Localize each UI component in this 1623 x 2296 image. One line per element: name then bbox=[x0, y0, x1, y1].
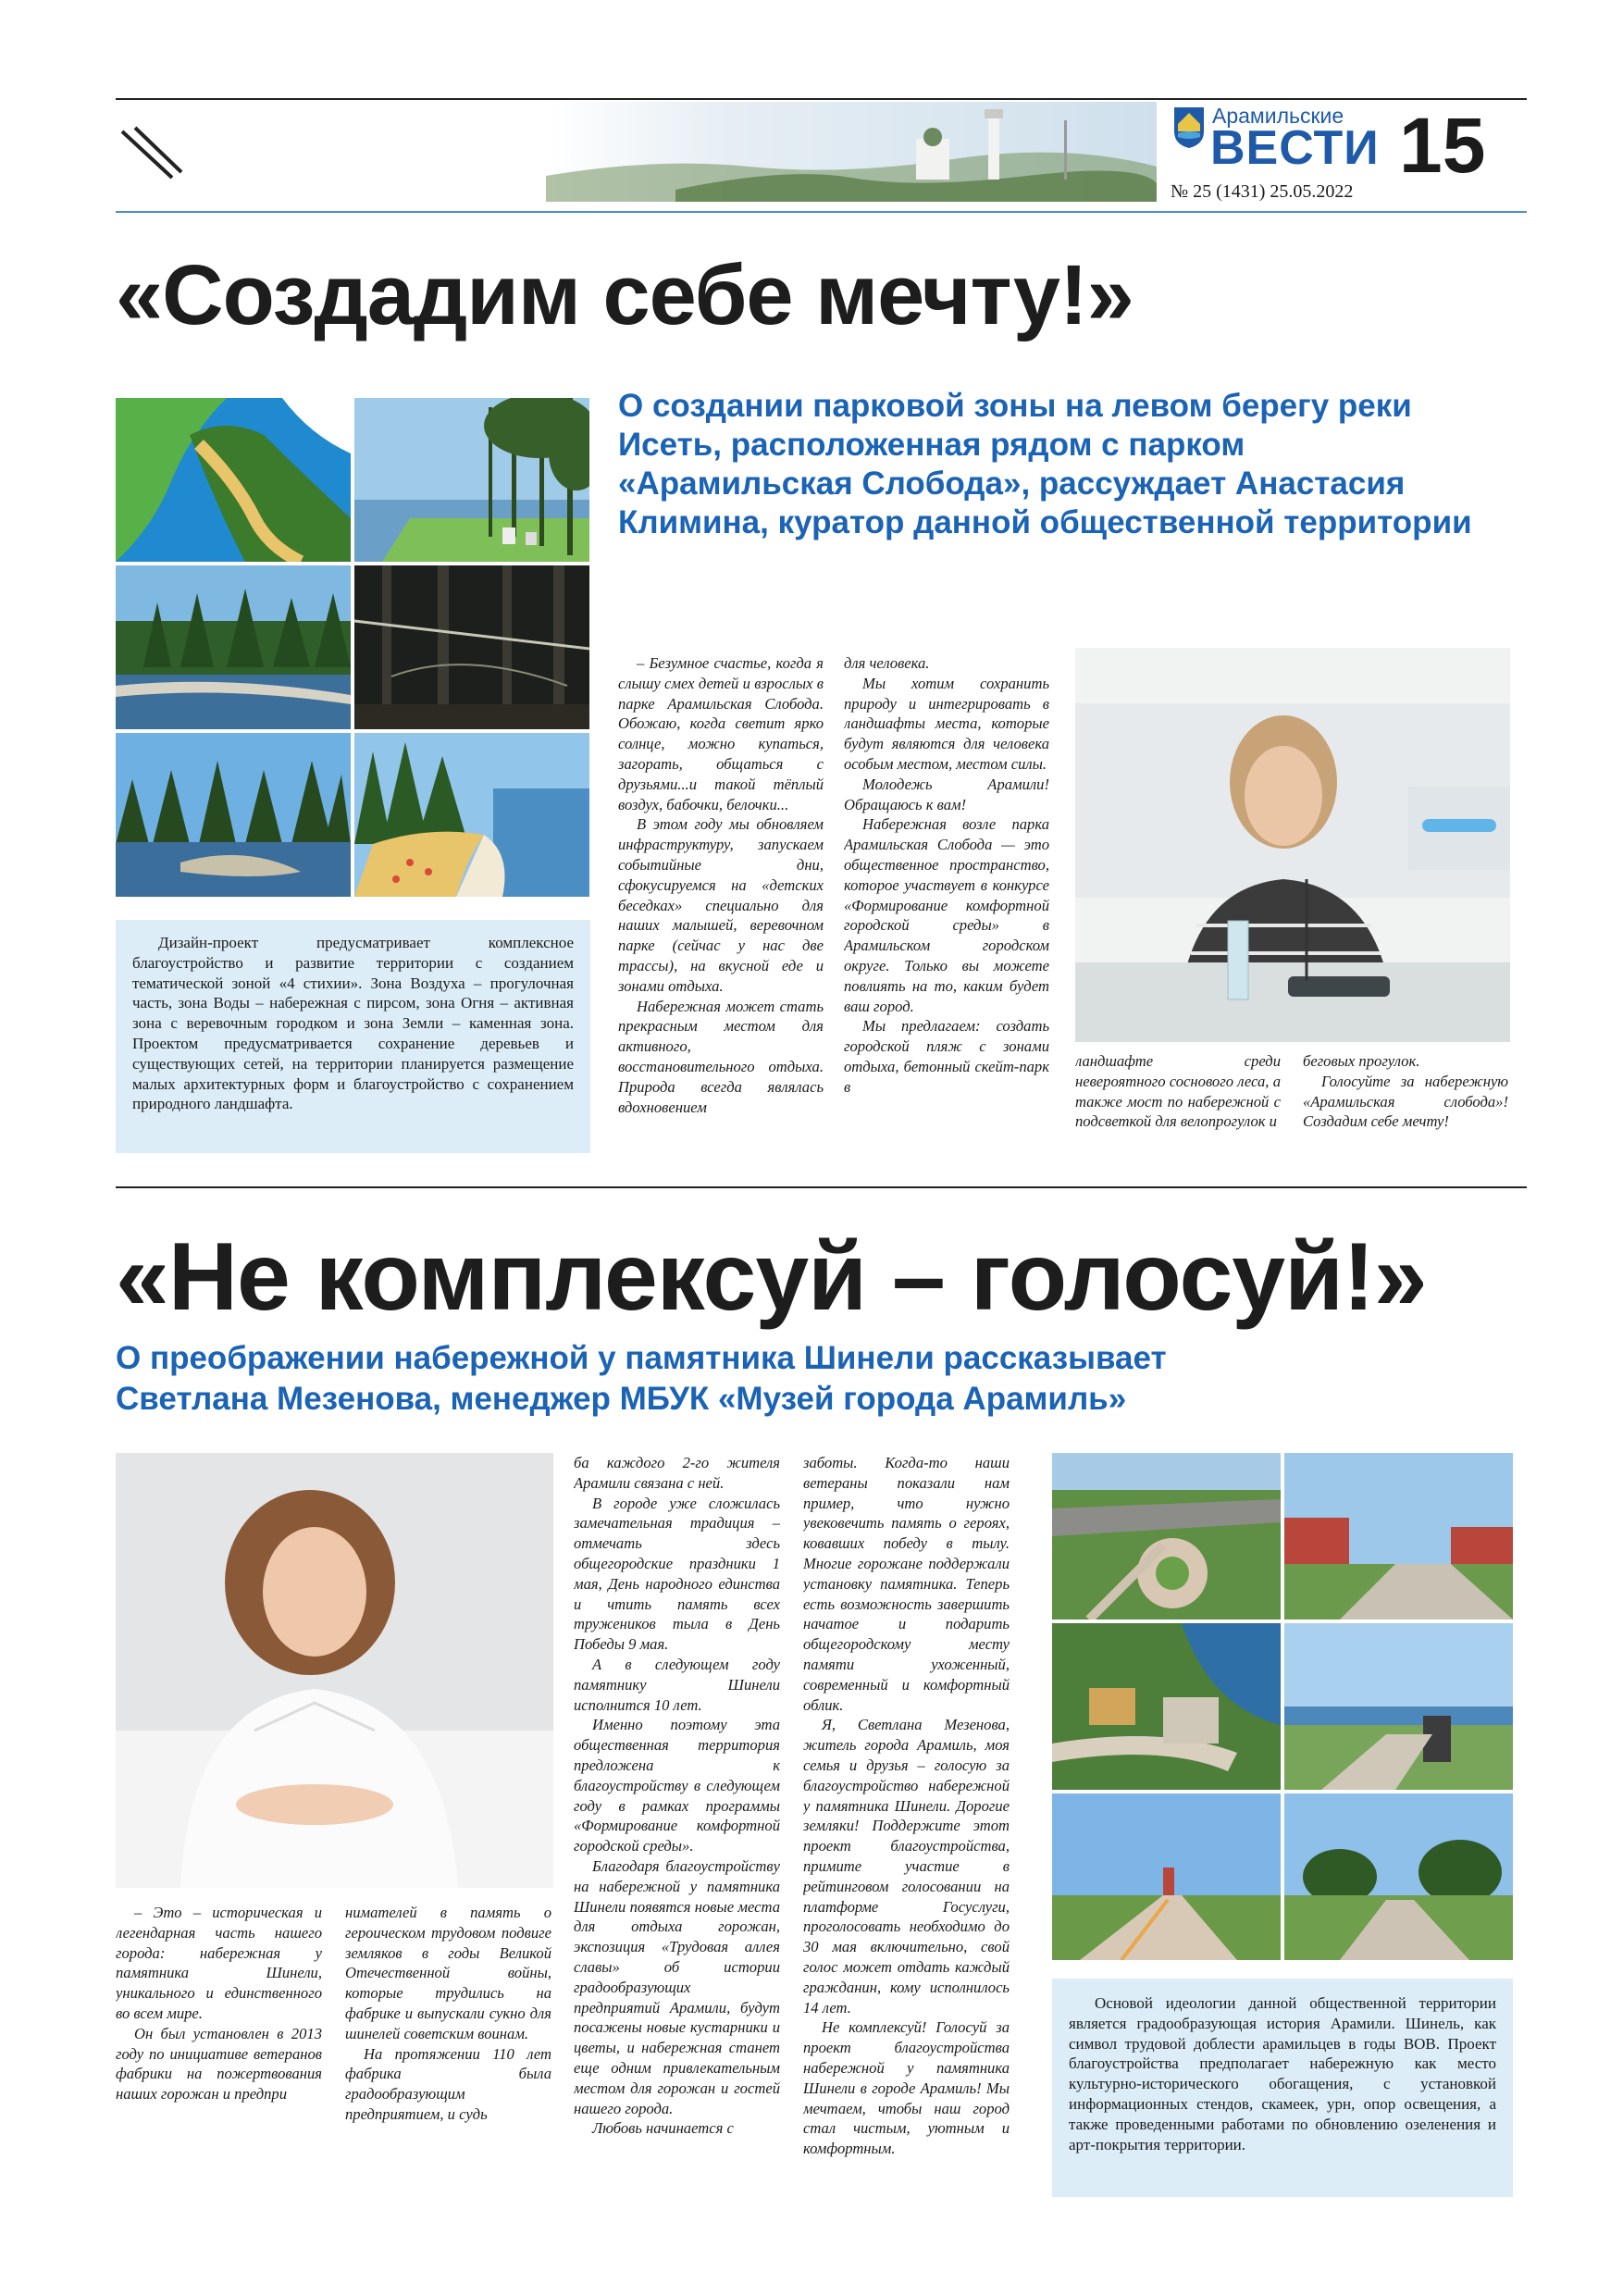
article2-title: «Не комплексуй – голосуй!» bbox=[116, 1223, 1427, 1331]
paragraph: Молодежь Арамили! Обращаюсь к вам! bbox=[844, 775, 1049, 813]
photo-svetlana-mezenova bbox=[116, 1453, 553, 1888]
article2-lede-line2: Светлана Мезенова, менеджер МБУК «Музей города Арамиль» bbox=[116, 1381, 1127, 1417]
paper-logo-emblem bbox=[1171, 104, 1208, 150]
article1-column-1 bbox=[618, 653, 824, 1166]
paragraph: ландшафте среди невероятного соснового леса, а также мост по набережной с подсветкой для велопрогулок и bbox=[1075, 1052, 1281, 1131]
render-beach-pines bbox=[354, 398, 589, 562]
paragraph: нимателей в память о героическом трудовом подвиге земляков в годы Великой Отечественной войны, которые трудились на фабрике и выпускали сукно для шинелей советским воинам. bbox=[345, 1904, 551, 2042]
paragraph: Голосуйте за набережную «Арамильская слобода»! Создадим себе мечту! bbox=[1303, 1072, 1508, 1131]
paragraph: Я, Светлана Мезенова, житель города Арамиль, моя семья и друзья – голосую за благоустройство набережной у памятника Шинели. Дорогие земляки! Поддержите этот проект благоустройства, примите участие в рейтинговом голосовании на платформе Госуслуги, проголосовать необходимо до 30 мая включительно, свой голос может отдать каждый гражданин, кому исполнилось 14 лет. bbox=[803, 1716, 1010, 2017]
paragraph: В городе уже сложилась замечательная традиция – отмечать здесь общегородские праздники 1 мая, День народного единства и чтить память всех тружеников тыла в День Победы 9 мая. bbox=[574, 1494, 780, 1654]
article2-lede-line1: О преображении набережной у памятника Шинели рассказывает bbox=[116, 1340, 1167, 1376]
render-park-path-trees bbox=[1284, 1793, 1513, 1960]
paragraph: Не комплексуй! Голосуй за проект благоустройства набережной у памятника Шинели в городе Арамиль! Мы мечтаем, чтобы наш город стал чистым, уютным и комфортным. bbox=[803, 2018, 1010, 2158]
article2-column-3 bbox=[574, 1453, 780, 2208]
paragraph: для человека. bbox=[844, 654, 930, 672]
section-slash-icon bbox=[118, 120, 183, 185]
article2-column-4 bbox=[803, 1453, 1010, 2208]
render-monument-waterfront bbox=[1284, 1623, 1513, 1790]
paragraph: Набережная может стать прекрасным местом для активного, восстановительного отдыха. Природа всегда являлась вдохновением bbox=[618, 997, 824, 1116]
header-bottom-rule bbox=[116, 211, 1527, 213]
article1-column-2 bbox=[844, 653, 1049, 1166]
render-night-ropes-park bbox=[354, 565, 589, 729]
paragraph: заботы. Когда-то наши ветераны показали нам пример, что нужно увековечить память о героях, ковавших победу в тылу. Многие горожане поддержали установку памятника. Теперь есть возможность завершить начатое и подарить общегородскому месту памяти ухоженный, современный и комфортный облик. bbox=[803, 1454, 1010, 1714]
render-aerial-plan bbox=[116, 398, 351, 562]
photo-anastasia-klimina bbox=[1075, 648, 1510, 1042]
paragraph: В этом году мы обновляем инфраструктуру, запускаем событийные дни, сфокусируемся на «детских беседках» специально для наших малышей, веревочном парке (сейчас у нас две трассы), на вкусной еде и зонами отдыха. bbox=[618, 815, 824, 995]
render-sandy-beach bbox=[354, 733, 589, 897]
article2-column-1 bbox=[116, 1903, 322, 2208]
paragraph: Мы предлагаем: создать городской пляж с зонами отдыха, бетонный скейт-парк в bbox=[844, 1017, 1049, 1096]
paragraph: На протяжении 110 лет фабрика была градообразующим предприятием, и судь bbox=[345, 2044, 551, 2123]
paragraph: ба каждого 2-го жителя Арамили связана с ней. bbox=[574, 1454, 780, 1492]
render-shoreline-trees bbox=[116, 733, 351, 897]
header-top-rule bbox=[116, 98, 1527, 100]
issue-number-date: № 25 (1431) 25.05.2022 bbox=[1171, 181, 1354, 202]
article2-column-2 bbox=[345, 1903, 551, 2208]
page-number: 15 bbox=[1399, 102, 1486, 189]
paragraph: Мы хотим сохранить природу и интегрировать в ландшафты места, которые будут являются для человека особым местом, местом силы. bbox=[844, 674, 1049, 773]
render-promenade-red-buildings bbox=[1284, 1453, 1513, 1620]
paragraph: беговых прогулок. bbox=[1303, 1052, 1420, 1070]
paragraph: Набережная возле парка Арамильская Слобода — это общественное пространство, которое участвует в конкурсе «Формирование комфортной городской среды» в Арамильском городском округе. Только вы можете повлиять на то, каким будет ваш город. bbox=[844, 815, 1049, 1015]
header-banner-photo bbox=[546, 102, 1157, 202]
render-waterfront-forest bbox=[116, 565, 351, 729]
article-divider-rule bbox=[116, 1186, 1527, 1188]
render-embankment-plan bbox=[1052, 1623, 1281, 1790]
render-square-aerial bbox=[1052, 1453, 1281, 1620]
paper-name-small: Арамильские bbox=[1212, 104, 1344, 128]
article1-sidebar-box bbox=[116, 920, 590, 1153]
article2-sidebar-box bbox=[1052, 1979, 1513, 2197]
article1-sidebar-text: Дизайн-проект предусматривает комплексное благоустройство и развитие территории с созданием тематической зоной «4 стихии». Зона Воздуха – прогулочная часть, зона Воды – набережная с пирсом, зона Огня – активная зона с веревочным городком и зона Земли – каменная зона. Проектом предусматривается сохранение деревьев и существующих сетей, на территории планируется размещение малых архитектурных форм и благоустройство с сохранением природного ландшафта. bbox=[132, 934, 574, 1113]
article1-lede: О создании парковой зоны на левом берегу реки Исеть, расположенная рядом с парком «Арамильская Слобода», рассуждает Анастасия Климина, куратор данной общественной территории bbox=[618, 388, 1472, 540]
paragraph: Благодаря благоустройству на набережной у памятника Шинели появятся новые места для отдыха горожан, экспозиция «Трудовая аллея славы» об истории градообразующих предприятий Арамили, будут посажены новые кустарники и цветы, и набережная станет еще одним привлекательным местом для горожан и гостей нашего города. bbox=[574, 1856, 780, 2117]
article1-title: «Создадим себе мечту!» bbox=[116, 248, 1134, 342]
paragraph: А в следующем году памятнику Шинели исполнится 10 лет. bbox=[574, 1655, 780, 1714]
paragraph: – Это – историческая и легендарная часть нашего города: набережная у памятника Шинели, уникального и единственного во всем мире. bbox=[116, 1904, 322, 2022]
paragraph: Именно поэтому эта общественная территория предложена к благоустройству в следующем году в рамках программы «Формирование комфортной городской среды». bbox=[574, 1716, 780, 1855]
paragraph: Он был установлен в 2013 году по инициативе ветеранов фабрики на пожертвования наших горожан и предпри bbox=[116, 2024, 322, 2104]
article2-sidebar-text: Основой идеологии данной общественной территории является градообразующая история Арамили. Шинель, как символ трудовой доблести арамильцев в годы ВОВ. Проект благоустройства предполагает набережную как место культурно-исторического обогащения, с установкой информационных стендов, скамеек, урн, опор освещения, а также проведенными работами по обновлению озеленения и арт-покрытия территории. bbox=[1069, 1994, 1496, 2153]
paragraph: – Безумное счастье, когда я слышу смех детей и взрослых в парке Арамильская Слобода. Обожаю, когда светит ярко солнце, можно купаться, загорать, общаться с друзьями...и такой тёплый воздух, бабочки, белочки... bbox=[618, 654, 824, 813]
render-riverside-walkway bbox=[1052, 1793, 1281, 1960]
article1-column-3 bbox=[1075, 1051, 1281, 1170]
paper-name-big: ВЕСТИ bbox=[1210, 121, 1380, 175]
article1-column-4 bbox=[1303, 1051, 1508, 1170]
paragraph: Любовь начинается с bbox=[592, 2119, 734, 2138]
